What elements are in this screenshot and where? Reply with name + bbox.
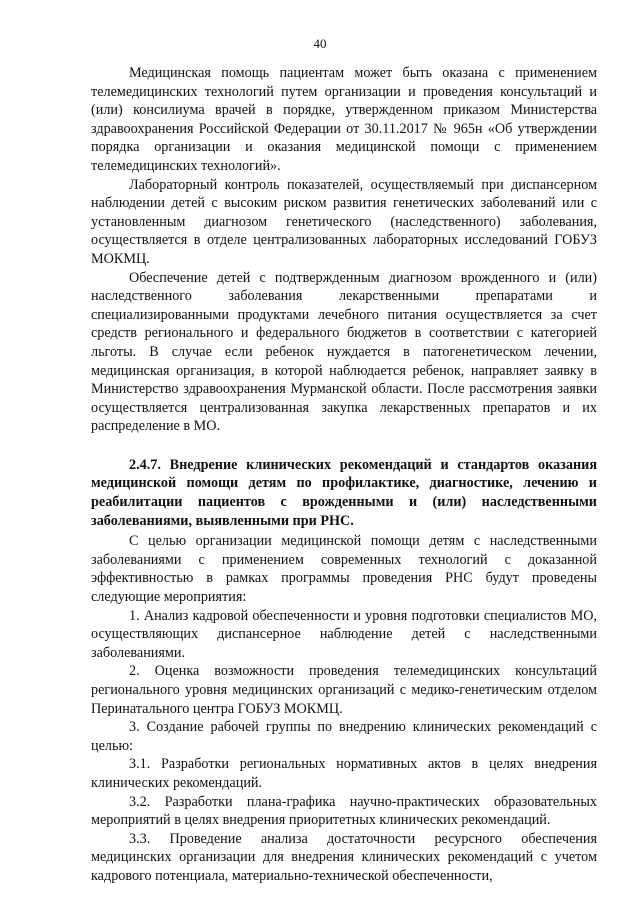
- page-number: 40: [313, 36, 327, 51]
- list-item-3: 3. Создание рабочей группы по внедрению клинических рекомендаций с целью:: [91, 719, 597, 754]
- paragraph-section-intro: С целью организации медицинской помощи детям с наследственными заболеваниями с применением современных технологий с доказанной эффективностью в рамках программы проведения РНС будут проведены следующие мероприятия:: [91, 533, 597, 606]
- list-item-3-2: 3.2. Разработки плана-графика научно-практических образовательных мероприятий в целях внедрения приоритетных клинических рекомендаций.: [91, 793, 597, 829]
- section-heading: 2.4.7. Внедрение клинических рекомендаций и стандартов оказания медицинской помощи детям по профилактике, диагностике, лечению и реабилитации пациентов с врожденными и (или) наследственными заболеваниями, выявленными при РНС.: [91, 456, 597, 529]
- list-item-3-3: 3.3. Проведение анализа достаточности ресурсного обеспечения медицинских организации для внедрения клинических рекомендаций с учетом кадрового потенциала, материально-технической обеспеченности,: [91, 830, 597, 884]
- paragraph-laboratory-control: Лабораторный контроль показателей, осуществляемый при диспансерном наблюдении детей с высоким риском развития генетических заболеваний или с установленным диагнозом генетического (наследственного) заболевания, осуществляется в отделе централизованных лабораторных исследований ГОБУЗ МОКМЦ.: [91, 176, 597, 267]
- paragraph-telemedicine: Медицинская помощь пациентам может быть оказана с применением телемедицинских технологий путем организации и проведения консультаций и (или) консилиума врачей в порядке, утвержденном приказом Министерства здравоохранения Российской Федерации от 30.11.2017 № 965н «Об утверждении порядка организации и оказания медицинской помощи с применением телемедицинских технологий».: [91, 65, 597, 174]
- list-item-1: 1. Анализ кадровой обеспеченности и уровня подготовки специалистов МО, осуществляющих диспансерное наблюдение детей с наследственными заболеваниями.: [91, 607, 597, 661]
- list-item-3-1: 3.1. Разработки региональных нормативных актов в целях внедрения клинических рекомендаций.: [91, 756, 597, 791]
- list-item-2: 2. Оценка возможности проведения телемедицинских консультаций регионального уровня медицинских организаций с медико-генетическим отделом Перинатального центра ГОБУЗ МОКМЦ.: [91, 663, 597, 717]
- document-body: [91, 64, 597, 886]
- paragraph-drug-provision: Обеспечение детей с подтвержденным диагнозом врожденного и (или) наследственного заболевания лекарственными препаратами и специализированными продуктами лечебного питания осуществляется за счет средств регионального и федерального бюджетов в соответствии с категорией льготы. В случае если ребенок нуждается в патогенетическом лечении, медицинская организация, в которой наблюдается ребенок, направляет заявку в Министерство здравоохранения Мурманской области. После рассмотрения заявки осуществляется централизованная закупка лекарственных препаратов и их распределение в МО.: [91, 269, 597, 435]
